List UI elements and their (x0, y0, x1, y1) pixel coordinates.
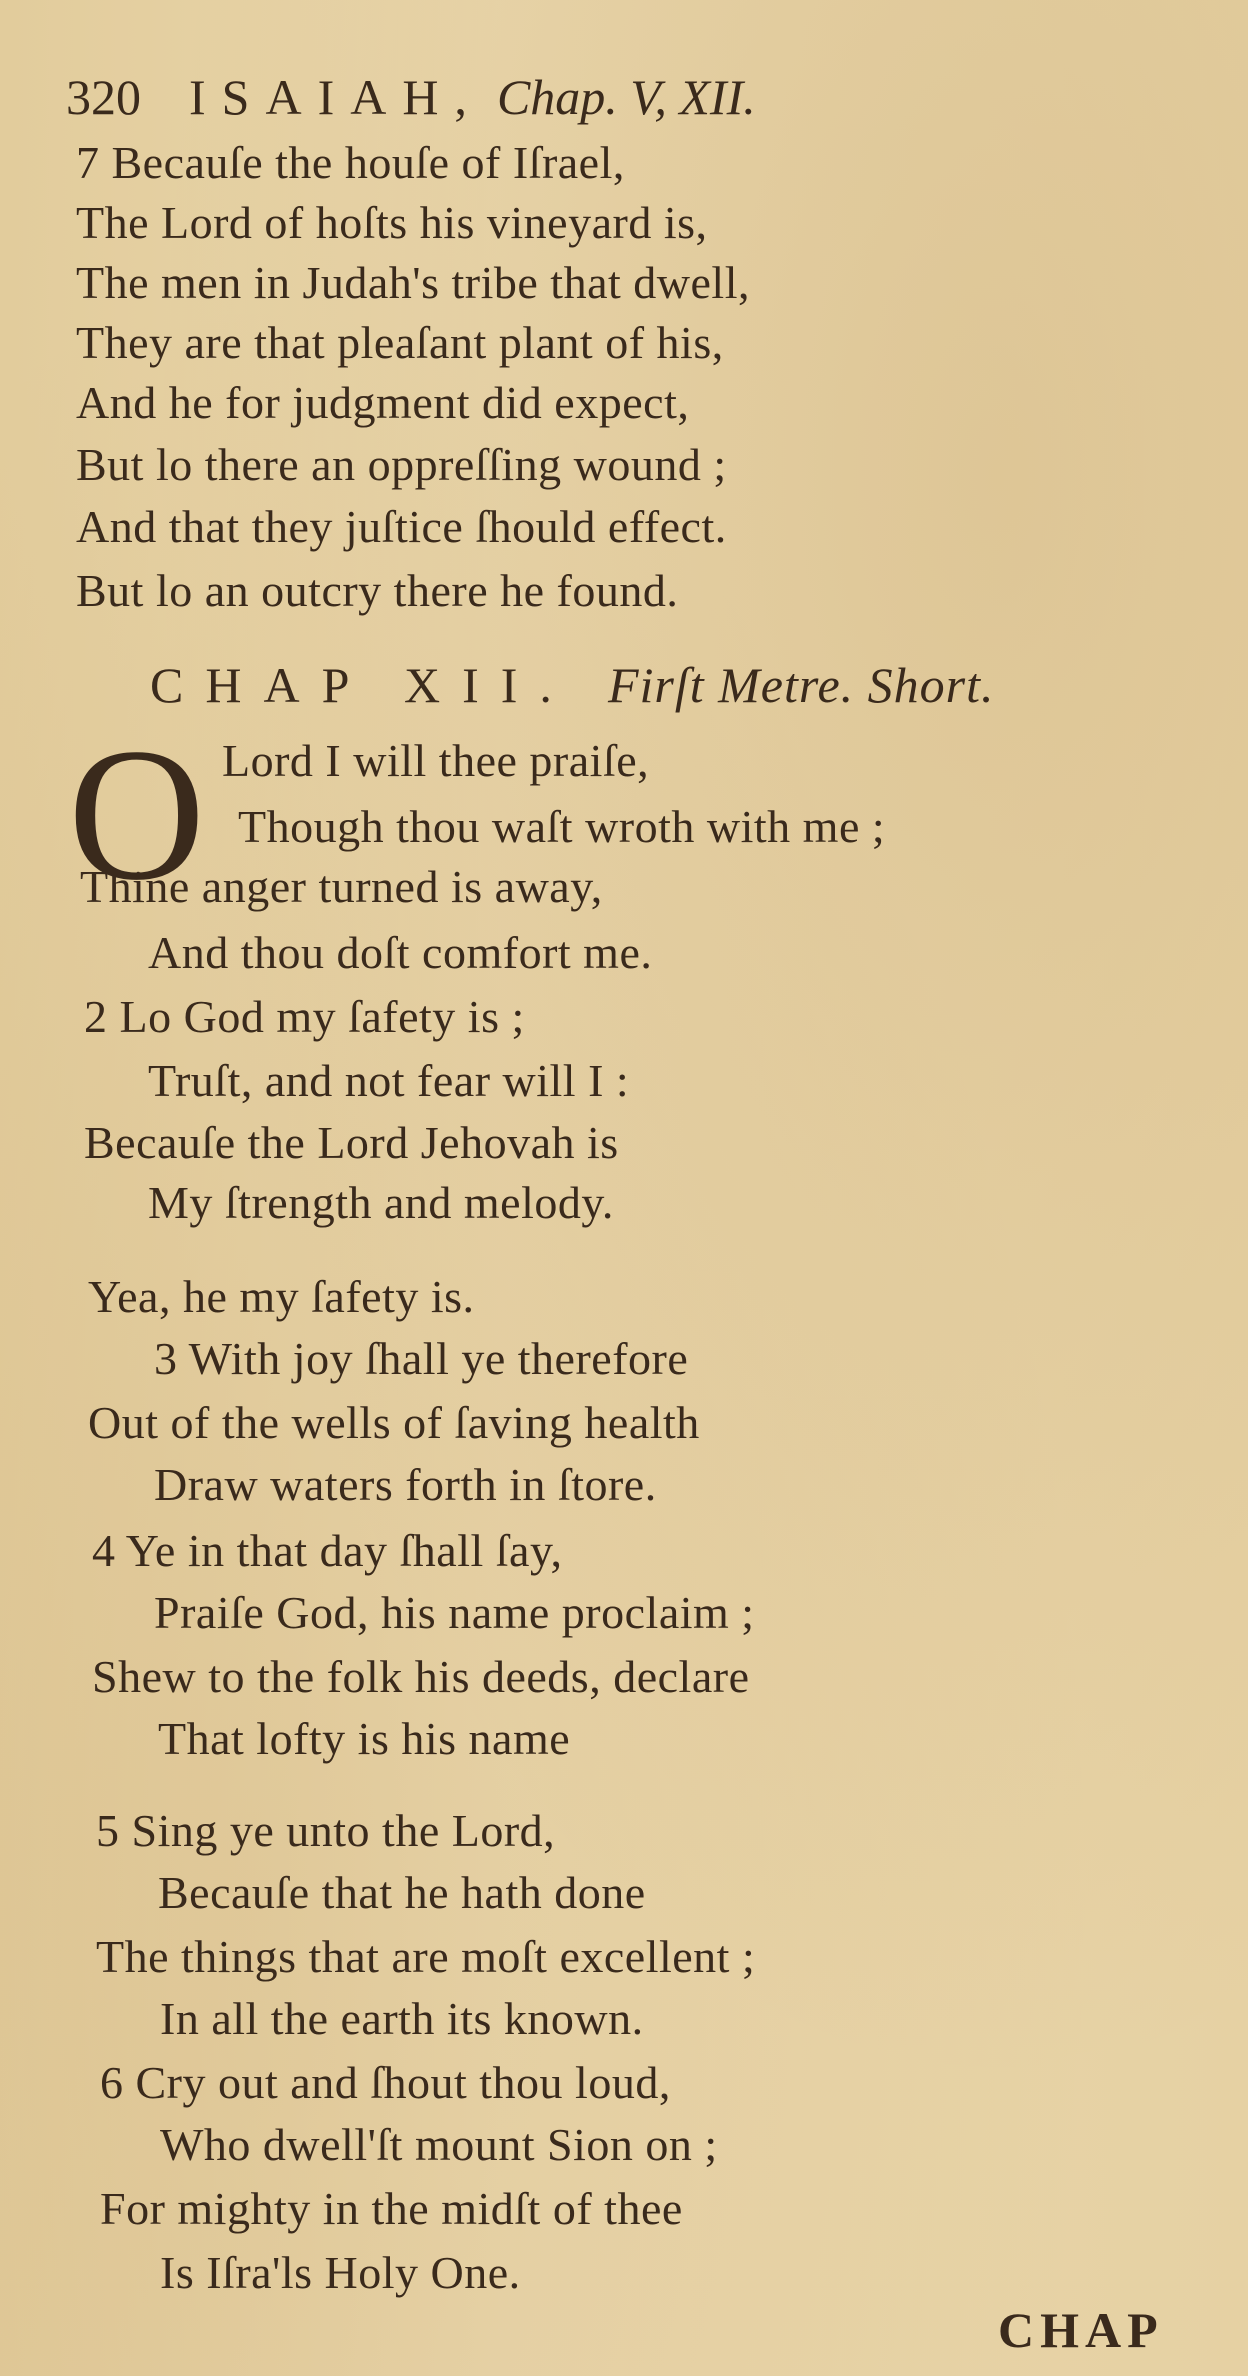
drop-cap: O (68, 710, 206, 920)
verse-line: But lo an outcry there he found. (76, 565, 679, 616)
verse-line: And he for judgment did expect, (76, 377, 690, 428)
verse-line: Who dwell'ſt mount Sion on ; (160, 2119, 718, 2170)
verse-line: And that they juſtice ſhould effect. (76, 501, 727, 552)
running-header (66, 69, 756, 125)
verse-line: The men in Judah's tribe that dwell, (76, 257, 750, 308)
verse-line: The Lord of hoſts his vineyard is, (76, 197, 708, 248)
verse-line: Becauſe that he hath done (158, 1867, 646, 1918)
book-title: ISAIAH, (189, 69, 483, 125)
verse-line: Thine anger turned is away, (80, 861, 603, 912)
chapter-heading (150, 657, 995, 713)
verse-line: Draw waters forth in ſtore. (154, 1459, 657, 1510)
verse-line: Lord I will thee praiſe, (222, 735, 650, 786)
verse-line: They are that pleaſant plant of his, (76, 317, 724, 368)
page-number: 320 (66, 69, 141, 125)
verse-line: 2 Lo God my ſafety is ; (84, 991, 525, 1042)
verse-line: 7 Becauſe the houſe of Iſrael, (76, 137, 625, 188)
catchword: CHAP (998, 2302, 1164, 2358)
verse-line: 3 With joy ſhall ye therefore (154, 1333, 689, 1384)
verse-line: And thou doſt comfort me. (148, 927, 653, 978)
verse-line: Praiſe God, his name proclaim ; (154, 1587, 755, 1638)
verse-line: Becauſe the Lord Jehovah is (84, 1117, 619, 1168)
verse-line: But lo there an oppreſſing wound ; (76, 439, 727, 490)
verse-line: The things that are moſt excellent ; (96, 1931, 756, 1982)
verse-line: Out of the wells of ſaving health (88, 1397, 700, 1448)
chapter-reference: Chap. V, XII. (496, 69, 756, 125)
chapter-title: CHAP XII. (150, 657, 574, 713)
verse-line: Is Iſra'ls Holy One. (160, 2247, 521, 2298)
verse-line: Shew to the folk his deeds, declare (92, 1651, 750, 1702)
verse-line: 6 Cry out and ſhout thou loud, (100, 2057, 671, 2108)
verse-line: That lofty is his name (158, 1713, 571, 1764)
verse-line: My ſtrength and melody. (148, 1177, 614, 1228)
verse-line: In all the earth its known. (160, 1993, 644, 2044)
verse-line: 5 Sing ye unto the Lord, (96, 1805, 556, 1856)
verse-line: Though thou waſt wroth with me ; (238, 801, 886, 852)
verse-line: For mighty in the midſt of thee (100, 2183, 683, 2234)
verse-line: Yea, he my ſafety is. (88, 1271, 475, 1322)
metre-label: Firſt Metre. Short. (607, 657, 995, 713)
verse-line: Truſt, and not fear will I : (148, 1055, 630, 1106)
verse-line: 4 Ye in that day ſhall ſay, (92, 1525, 563, 1576)
